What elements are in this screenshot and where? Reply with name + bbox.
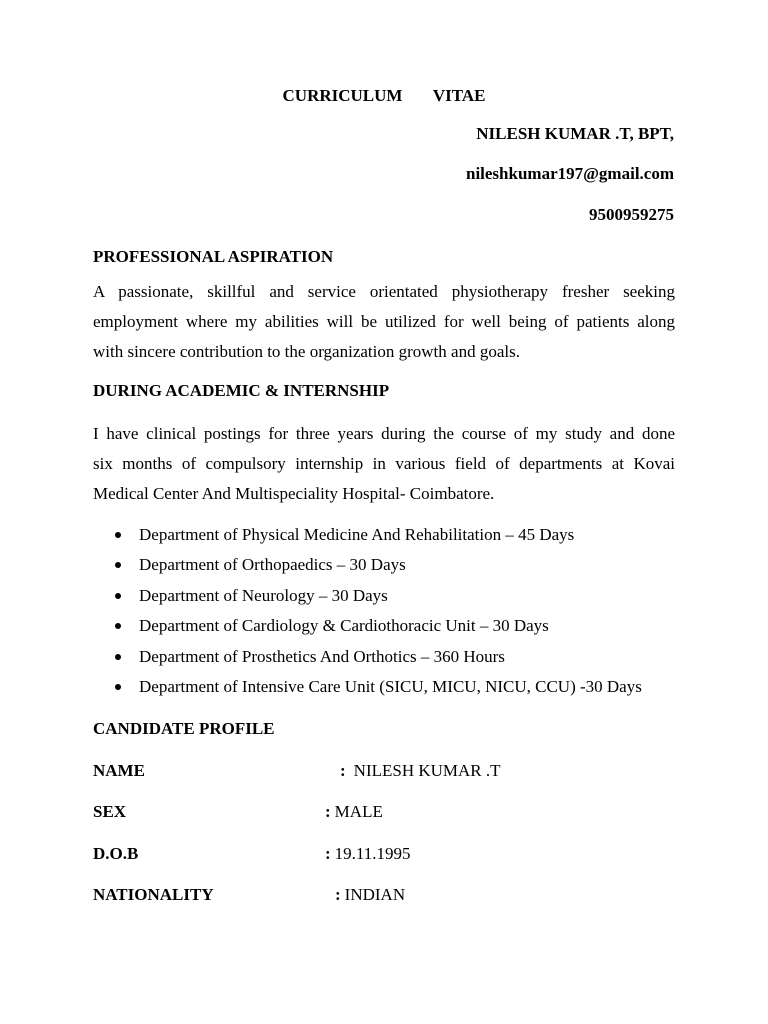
bullet-icon — [115, 654, 121, 660]
department-item — [93, 550, 693, 580]
profile-value-sex: MALE — [334, 802, 383, 821]
aspiration-line: A passionate, skillful and service orientated physiotherapy fresher seeking — [93, 282, 675, 301]
candidate-phone: 9500959275 — [589, 205, 674, 224]
profile-value-dob: 19.11.1995 — [334, 844, 411, 863]
academic-paragraph — [93, 419, 675, 509]
profile-value-name: NILESH KUMAR .T — [353, 761, 501, 780]
department-text: Department of Prosthetics And Orthotics – 360 Hours — [139, 646, 505, 666]
academic-line: six months of compulsory internship in various field of departments at Kovai — [93, 454, 675, 473]
department-text: Department of Physical Medicine And Rehabilitation – 45 Days — [139, 525, 575, 544]
profile-colon: : — [325, 802, 331, 821]
profile-label-name: NAME — [93, 761, 145, 780]
academic-line: I have clinical postings for three years during the course of my study and done — [93, 424, 675, 443]
profile-label-dob: D.O.B — [93, 844, 139, 863]
academic-heading: DURING ACADEMIC & INTERNSHIP — [93, 381, 390, 400]
department-text: Department of Cardiology & Cardiothoracic Unit – 30 Days — [139, 616, 549, 636]
department-item — [93, 672, 693, 702]
candidate-email: nileshkumar197@gmail.com — [465, 164, 674, 183]
profile-row-nationality-value — [335, 885, 405, 905]
aspiration-heading: PROFESSIONAL ASPIRATION — [93, 247, 334, 266]
profile-colon: : — [340, 761, 346, 780]
profile-colon: : — [335, 885, 341, 904]
document-title: CURRICULUM VITAE — [282, 86, 486, 105]
department-list — [93, 520, 693, 702]
profile-label-sex: SEX — [93, 802, 127, 821]
profile-colon: : — [325, 844, 331, 863]
bullet-icon — [115, 684, 121, 690]
profile-label-nationality: NATIONALITY — [93, 885, 214, 904]
bullet-icon — [115, 562, 121, 568]
department-item — [93, 520, 693, 550]
aspiration-line: employment where my abilities will be utilized for well being of patients along — [93, 312, 675, 331]
profile-value-nationality: INDIAN — [344, 885, 406, 904]
department-text: Department of Neurology – 30 Days — [139, 585, 388, 605]
aspiration-paragraph — [93, 277, 675, 367]
bullet-icon — [115, 532, 121, 538]
department-item — [93, 581, 693, 611]
candidate-name-degree: NILESH KUMAR .T, BPT, — [476, 124, 674, 143]
bullet-icon — [115, 593, 121, 599]
academic-line: Medical Center And Multispeciality Hospital- Coimbatore. — [93, 484, 495, 503]
department-item — [93, 611, 693, 641]
aspiration-line: with sincere contribution to the organization growth and goals. — [93, 342, 520, 361]
profile-row-name-value — [340, 761, 501, 781]
profile-row-dob-value — [325, 844, 411, 864]
profile-heading: CANDIDATE PROFILE — [93, 719, 275, 738]
bullet-icon — [115, 623, 121, 629]
department-text: Department of Orthopaedics – 30 Days — [139, 555, 406, 575]
department-text: Department of Intensive Care Unit (SICU, MICU, NICU, CCU) -30 Days — [139, 676, 642, 696]
profile-row-sex-value — [325, 802, 383, 822]
department-item — [93, 642, 693, 672]
